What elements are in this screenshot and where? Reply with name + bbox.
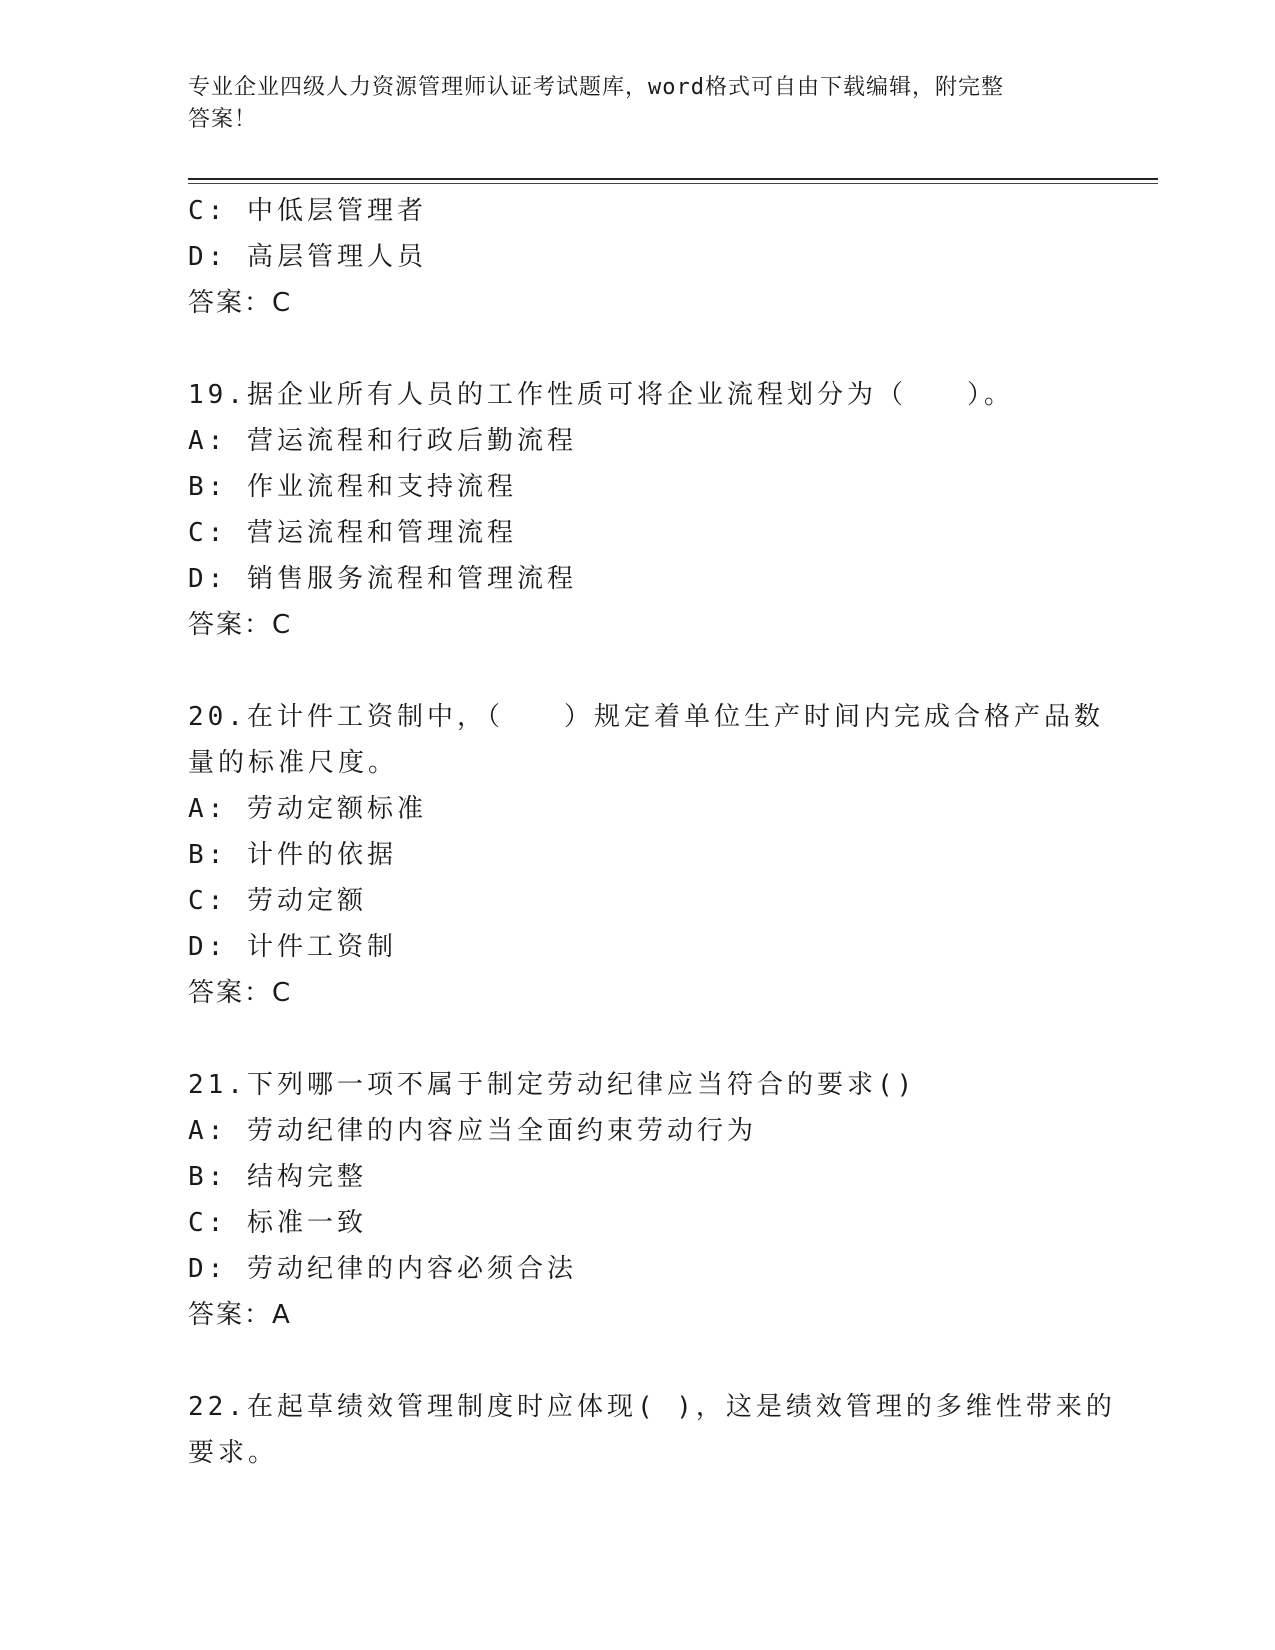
- question-20: [188, 694, 1104, 1016]
- header-rule-thin: [188, 183, 1158, 184]
- question-22: [188, 1384, 1116, 1476]
- header-rule-thick: [188, 178, 1158, 180]
- spacer: [188, 1016, 1088, 1062]
- option-c: C: 营运流程和管理流程: [188, 518, 517, 548]
- option-c: C: 中低层管理者: [188, 196, 427, 226]
- spacer: [188, 326, 1088, 372]
- header-line-1: 专业企业四级人力资源管理师认证考试题库，word格式可自由下载编辑，附完整: [188, 75, 1004, 100]
- option-c: C: 标准一致: [188, 1208, 367, 1238]
- option-d: D: 劳动纪律的内容必须合法: [188, 1254, 577, 1284]
- question-text: 19.据企业所有人员的工作性质可将企业流程划分为（ ）。: [188, 380, 1014, 410]
- option-a: A: 劳动定额标准: [188, 794, 427, 824]
- option-b: B: 结构完整: [188, 1162, 367, 1192]
- option-a: A: 劳动纪律的内容应当全面约束劳动行为: [188, 1116, 757, 1146]
- option-d: D: 高层管理人员: [188, 242, 427, 272]
- option-b: B: 计件的依据: [188, 840, 397, 870]
- question-text-line-1: 20.在计件工资制中，（ ）规定着单位生产时间内完成合格产品数: [188, 702, 1104, 732]
- question-21: [188, 1062, 1088, 1338]
- page-header: [188, 72, 1088, 136]
- question-text-line-2: 量的标准尺度。: [188, 748, 399, 778]
- answer-line: 答案：C: [188, 610, 293, 640]
- question-19: [188, 372, 1088, 648]
- option-d: D: 计件工资制: [188, 932, 397, 962]
- answer-line: 答案：A: [188, 1300, 292, 1330]
- option-c: C: 劳动定额: [188, 886, 367, 916]
- spacer: [188, 648, 1088, 694]
- answer-line: 答案：C: [188, 288, 293, 318]
- option-d: D: 销售服务流程和管理流程: [188, 564, 577, 594]
- question-text: 21.下列哪一项不属于制定劳动纪律应当符合的要求(): [188, 1070, 917, 1100]
- question-list: [188, 188, 1116, 1476]
- option-b: B: 作业流程和支持流程: [188, 472, 517, 502]
- question-text-line-2: 要求。: [188, 1438, 279, 1468]
- answer-line: 答案：C: [188, 978, 293, 1008]
- option-a: A: 营运流程和行政后勤流程: [188, 426, 577, 456]
- header-line-2: 答案！: [188, 107, 258, 132]
- spacer: [188, 1338, 1088, 1384]
- question-18-partial: [188, 188, 1088, 326]
- question-text-line-1: 22.在起草绩效管理制度时应体现( )，这是绩效管理的多维性带来的: [188, 1392, 1116, 1422]
